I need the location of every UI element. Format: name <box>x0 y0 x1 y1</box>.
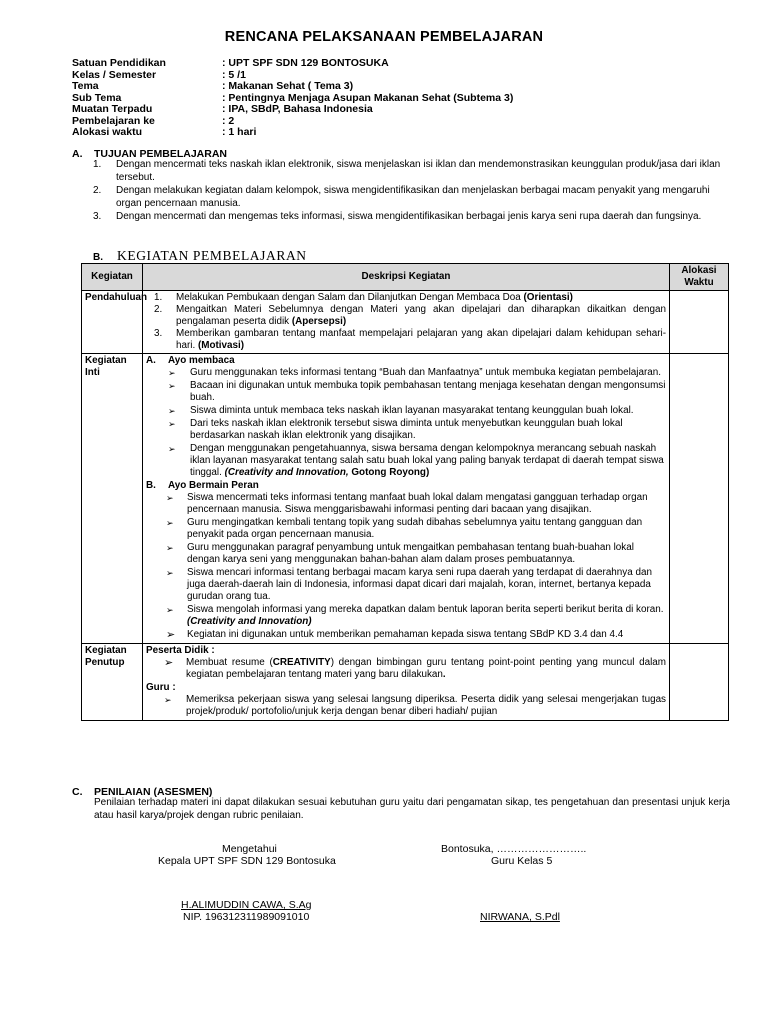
identity-value: : 5 /1 <box>222 68 246 81</box>
list-item <box>146 517 666 541</box>
identity-value: : Makanan Sehat ( Tema 3) <box>222 80 354 92</box>
list-item <box>146 694 666 718</box>
identity-label: Kelas / Semester <box>72 68 157 81</box>
item-tag: CREATIVITY <box>272 657 331 668</box>
alokasi-cell <box>670 291 729 354</box>
item-text: Siswa mengolah informasi yang mereka dapatkan dalam bentuk laporan berita seperti berikut berita di koran. <box>187 604 664 615</box>
item-number: 2. <box>154 304 163 315</box>
identity-label: Satuan Pendidikan <box>72 57 166 69</box>
identity-label: Muatan Terpadu <box>72 103 153 115</box>
item-tag: (Apersepsi) <box>291 316 347 327</box>
section-title: KEGIATAN PEMBELAJARAN <box>117 248 307 263</box>
item-tag: (Orientasi) <box>523 292 573 303</box>
guru-heading: Guru : <box>146 682 176 693</box>
list-item <box>146 304 666 328</box>
list-item <box>146 292 666 304</box>
section-title: PENILAIAN (ASESMEN) <box>94 786 213 798</box>
arrow-bullet-icon: ➢ <box>166 518 174 528</box>
signature-left-name: H.ALIMUDDIN CAWA, S.Ag <box>181 899 312 911</box>
item-tag: (Motivasi) <box>197 340 245 351</box>
signature-left-line1: Mengetahui <box>222 843 277 855</box>
item-text: Siswa diminta untuk membaca teks naskah iklan layanan masyarakat tentang keunggulan buah lokal. <box>190 405 634 416</box>
item-text: Melakukan Pembukaan dengan Salam dan Dilanjutkan Dengan Membaca Doa <box>176 292 524 303</box>
list-item: ➢ Membuat resume (CREATIVITY) dengan bimbingan guru tentang point-point penting yang muncul dalam kegiatan pembelajaran tentang materi yang baru dilakukan. <box>164 657 666 680</box>
subheading-ayo-bermain-peran <box>146 480 666 492</box>
header-deskripsi: Deskripsi Kegiatan <box>143 264 670 291</box>
item-tag: (Creativity and Innovation, <box>224 467 349 478</box>
section-letter: A. <box>72 148 83 160</box>
item-text: Dengan menggunakan pengetahuannya, siswa bersama dengan kelompoknya merancang sebuah naskah iklan layanan masyarakat tentang salah satu buah lokal yang paling banyak terdapat di daerah tempat siswa tinggal. <box>190 443 664 478</box>
section-letter: C. <box>72 786 83 798</box>
item-text: Guru mengingatkan kembali tentang topik yang sudah dibahas sebelumnya yaitu tentang gangguan dan penyakit pada organ pencernaan manusia. <box>187 517 643 540</box>
arrow-bullet-icon: ➢ <box>166 543 174 553</box>
subheading-text: Ayo membaca <box>168 355 235 366</box>
activity-table <box>81 263 729 721</box>
document-title: RENCANA PELAKSANAAN PEMBELAJARAN <box>224 29 544 45</box>
subheading-text: Ayo Bermain Peran <box>168 480 259 491</box>
arrow-bullet-icon: ➢ <box>168 368 176 378</box>
item-text: Kegiatan ini digunakan untuk memberikan pemahaman kepada siswa tentang SBdP KD 3.4 dan 4.4 <box>187 629 624 640</box>
table-row <box>82 354 729 644</box>
item-text: Mengaitkan Materi Sebelumnya dengan Materi yang akan dipelajari dan diharapkan dikaitkan dengan pengalaman peserta didik <box>176 304 666 327</box>
stage-penutup: Kegiatan Penutup <box>82 644 143 721</box>
identity-value: : IPA, SBdP, Bahasa Indonesia <box>222 103 373 115</box>
list-item <box>146 418 666 442</box>
identity-value: : UPT SPF SDN 129 BONTOSUKA <box>222 57 389 69</box>
signature-right-line2: Guru Kelas 5 <box>491 855 553 867</box>
identity-value: : 1 hari <box>222 126 257 138</box>
signature-left-line2: Kepala UPT SPF SDN 129 Bontosuka <box>158 855 336 867</box>
item-text: Dari teks naskah iklan elektronik tersebut siswa diminta untuk menyebutkan keunggulan buah lokal berdasarkan naskah iklan elektronik yang disajikan. <box>190 418 623 441</box>
list-item <box>146 405 666 417</box>
item-text: Guru menggunakan paragraf penyambung untuk mengaitkan pembahasan tentang buah-buahan lokal dengan karya seni yang menggunakan bahan-bahan alam dalam proses pembuatannya. <box>187 542 634 565</box>
objective-item <box>93 211 733 224</box>
identity-value: : Pentingnya Menjaga Asupan Makanan Sehat (Subtema 3) <box>222 91 514 104</box>
item-text: Siswa mencari informasi tentang berbagai macam karya seni rupa daerah yang terdapat di daerahnya dan juga daerah-daerah lain di Indonesia, informasi dapat dicari dari majalah, koran, internet, bertanya kepada gurudan orang tua. <box>187 567 652 602</box>
arrow-bullet-icon: ➢ <box>166 493 174 503</box>
identity-label: Alokasi waktu <box>72 126 143 138</box>
list-item <box>146 492 666 516</box>
arrow-bullet-icon: ➢ <box>168 419 176 429</box>
table-row <box>82 291 729 354</box>
identity-value: : 2 <box>222 114 235 127</box>
objective-text: Dengan mencermati dan mengemas teks informasi, siswa mengidentifikasikan berbagai jenis karya seni rupa daerah dan fungsinya. <box>116 211 702 222</box>
item-text: Memberikan gambaran tentang manfaat mempelajari pelajaran yang akan dipelajari dalam kehidupan sehari-hari. <box>176 328 666 351</box>
subheading-letter: A. <box>146 355 156 366</box>
header-kegiatan: Kegiatan <box>82 264 143 291</box>
arrow-bullet-icon: ➢ <box>166 605 174 615</box>
identity-label: Sub Tema <box>72 91 122 104</box>
signature-right-name: NIRWANA, S.Pdl <box>480 911 560 923</box>
inti-description <box>143 354 670 644</box>
identity-label: Tema <box>72 80 99 92</box>
objective-item <box>93 159 733 184</box>
pendahuluan-description <box>143 291 670 354</box>
item-text: Siswa mencermati teks informasi tentang manfaat buah lokal dalam mengatasi gangguan terhadap organ pencernaan manusia. Siswa menggarisbawahi informasi penting dari bacaan yang disajikan. <box>187 492 648 515</box>
assessment-text: Penilaian terhadap materi ini dapat dilakukan sesuai kebutuhan guru yaitu dari pengamatan sikap, tes pengetahuan dan presentasi unjuk kerja atau hasil karya/projek dengan rubric penilaian. <box>94 797 730 821</box>
alokasi-cell <box>670 354 729 644</box>
objective-number: 3. <box>93 211 102 222</box>
arrow-bullet-icon: ➢ <box>168 444 176 454</box>
item-text: Guru menggunakan teks informasi tentang “Buah dan Manfaatnya” untuk membuka kegiatan pembelajaran. <box>190 367 661 378</box>
penutup-description <box>143 644 670 721</box>
subheading-letter: B. <box>146 480 156 491</box>
list-item <box>146 604 666 628</box>
stage-pendahuluan: Pendahuluan <box>82 291 143 354</box>
alokasi-cell <box>670 644 729 721</box>
list-item <box>146 380 666 404</box>
section-letter: B. <box>93 252 103 263</box>
section-title: TUJUAN PEMBELAJARAN <box>94 148 228 160</box>
item-text: Membuat resume ( <box>186 657 273 668</box>
objective-text: Dengan melakukan kegiatan dalam kelompok, siswa mengidentifikasikan dan menjelaskan berbagai macam penyakit yang mengaruhi organ pencernaan manusia. <box>116 185 710 209</box>
item-tag: (Creativity and Innovation) <box>187 616 312 627</box>
item-number: 3. <box>154 328 163 339</box>
objective-item <box>93 185 733 210</box>
section-b-heading <box>93 248 307 264</box>
table-row <box>82 644 729 721</box>
objective-number: 1. <box>93 159 102 170</box>
identity-label: Pembelajaran ke <box>72 114 155 127</box>
list-item <box>146 367 666 379</box>
signature-left-nip: NIP. 196312311989091010 <box>183 911 310 923</box>
item-text: Bacaan ini digunakan untuk membuka topik pembahasan tentang menjaga kesehatan dengan mengonsumsi buah. <box>190 380 666 403</box>
arrow-bullet-icon: ➢ <box>164 695 172 705</box>
objective-number: 2. <box>93 185 102 196</box>
identity-row <box>72 127 256 139</box>
objective-text: Dengan mencermati teks naskah iklan elektronik, siswa menjelaskan isi iklan dan mendemonstrasikan keunggulan produk/jasa dari iklan tersebut. <box>116 159 721 183</box>
arrow-bullet-icon: ➢ <box>166 568 174 578</box>
arrow-bullet-icon: ➢ <box>164 657 174 669</box>
list-item <box>146 567 666 603</box>
list-item <box>146 328 666 352</box>
table-header-row <box>82 264 729 291</box>
stage-inti: Kegiatan Inti <box>82 354 143 644</box>
arrow-bullet-icon: ➢ <box>168 381 176 391</box>
arrow-bullet-icon: ➢ <box>166 629 176 641</box>
peserta-didik-heading: Peserta Didik : <box>146 645 215 656</box>
subheading-ayo-membaca <box>146 355 666 367</box>
header-alokasi: Alokasi Waktu <box>670 264 729 291</box>
item-tag: Gotong Royong) <box>348 467 430 478</box>
arrow-bullet-icon: ➢ <box>168 406 176 416</box>
item-text: ) dengan bimbingan guru tentang point-point penting yang muncul dalam kegiatan pembelajaran tentang materi yang baru dilakukan <box>186 657 666 680</box>
item-text: Memeriksa pekerjaan siswa yang selesai langsung diperiksa. Peserta didik yang selesai mengerjakan tugas projek/produk/ portofolio/unjuk kerja dengan benar diberi hadiah/ pujian <box>186 694 666 717</box>
list-item <box>146 629 666 641</box>
signature-right-line1: Bontosuka, …………………….. <box>441 843 587 855</box>
list-item <box>146 542 666 566</box>
item-number: 1. <box>154 292 163 303</box>
list-item <box>146 443 666 479</box>
